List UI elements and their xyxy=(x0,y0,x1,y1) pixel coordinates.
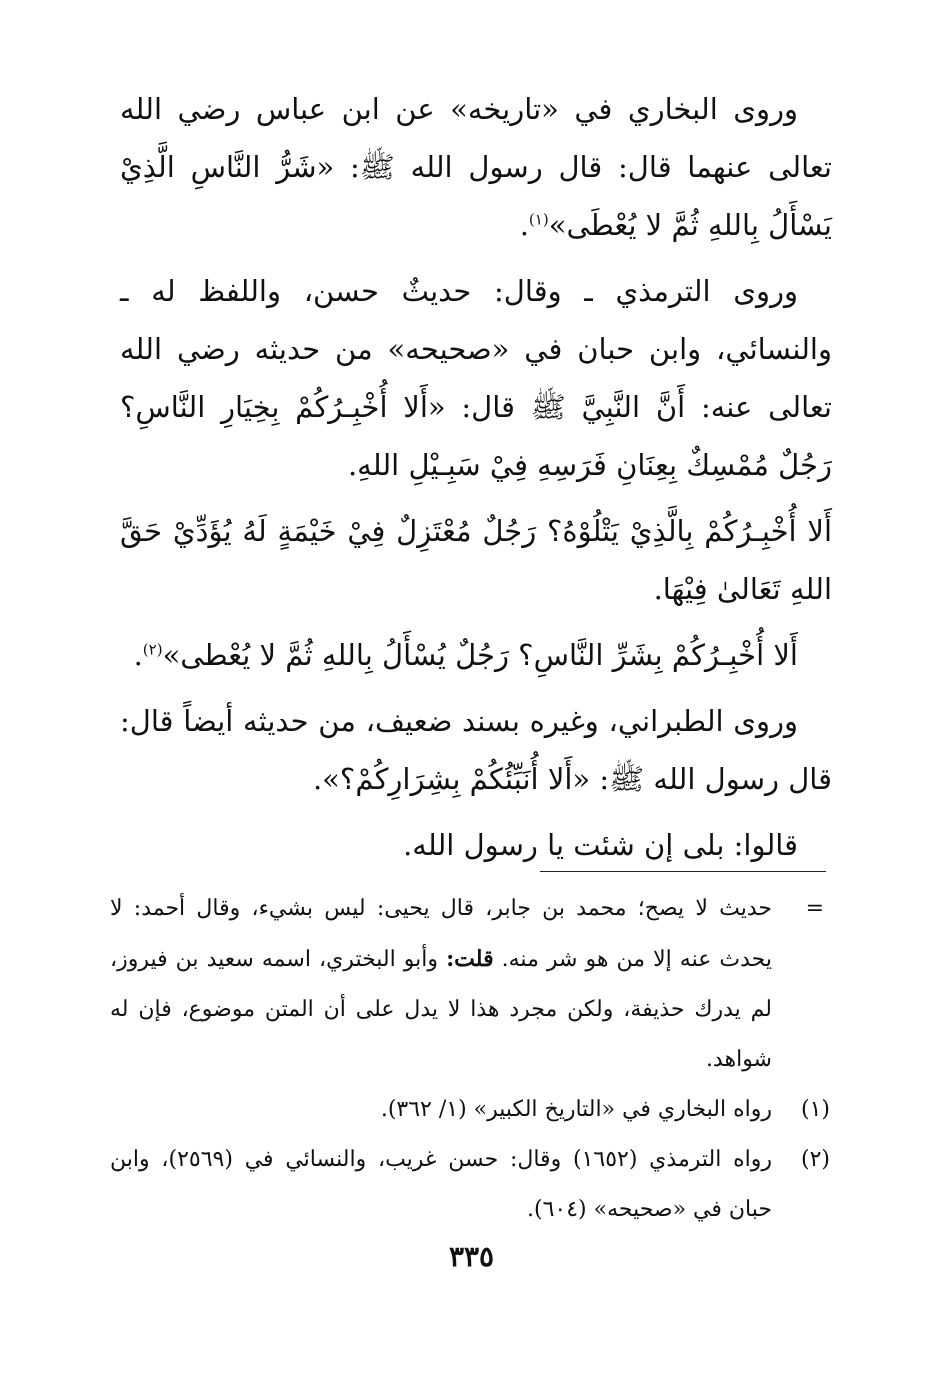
footnotes xyxy=(110,884,830,1235)
qult-label: قلت: xyxy=(446,946,494,972)
footnote-continuation xyxy=(110,884,830,1085)
footnote-number: (٢) xyxy=(800,1147,830,1172)
paragraph-tabarani: وروى الطبراني، وغيره بسند ضعيف، من حديثه أيضاً قال: قال رسول الله ﷺ: «أَلا أُنَبِّئُكُمْ بِشِرَارِكُمْ؟». xyxy=(120,704,832,796)
footnote-2 xyxy=(110,1135,830,1235)
footnote-text: رواه الترمذي (١٦٥٢) وقال: حسن غريب، والنسائي في (٢٥٦٩)، وابن حبان في «صحيحه» (٦٠٤). xyxy=(110,1147,772,1222)
continuation-text: حديث لا يصح؛ محمد بن جابر، قال يحيى: ليس بشيء، وقال أحمد: لا يحدث عنه إلا من هو شر منه. xyxy=(110,896,772,972)
footnote-text: رواه البخاري في «التاريخ الكبير» (١/ ٣٦٢). xyxy=(380,1097,772,1122)
footnote-ref-1[interactable]: (١) xyxy=(528,210,549,229)
page-number: ٣٣٥ xyxy=(448,1240,495,1273)
qult-text: وأبو البختري، اسمه سعيد بن فيروز، لم يدرك حذيفة، ولكن مجرد هذا لا يدل على أن المتن موضوع، فإن له شواهد. xyxy=(110,947,772,1072)
paragraph-bukhari: وروى البخاري في «تاريخه» عن ابن عباس رضي الله تعالى عنهما قال: قال رسول الله ﷺ: «شَرُّ النَّاسِ الَّذِيْ يَسْأَلُ بِاللهِ ثُمَّ لا يُعْطَى»$^{(١)}$. xyxy=(120,92,832,242)
footnote-number: (١) xyxy=(800,1097,830,1122)
footnote-separator xyxy=(540,871,826,872)
paragraph-qalu: قالوا: بلى إن شئت يا رسول الله. xyxy=(403,828,798,862)
continuation-marker: = xyxy=(805,896,824,921)
main-text xyxy=(120,80,832,882)
footnote-1 xyxy=(110,1085,830,1135)
paragraph-hadith-third: أَلا أُخْبِـرُكُمْ بِشَرِّ النَّاسِ؟ رَجُلٌ يُسْأَلُ بِاللهِ ثُمَّ لا يُعْطى»$^{(٢)}$. xyxy=(133,638,798,672)
footnote-ref-2[interactable]: (٢) xyxy=(142,640,163,659)
paragraph-tirmidhi: وروى الترمذي ـ وقال: حديثٌ حسن، واللفظ له ـ والنسائي، وابن حبان في «صحيحه» من حديثه رضي الله تعالى عنه: أَنَّ النَّبِيَّ ﷺ قال: «أَلا أُخْبِـرُكُمْ بِخِيَارِ النَّاسِ؟ رَجُلٌ مُمْسِكٌ بِعِنَانِ فَرَسِهِ فِيْ سَبِـيْلِ اللهِ. xyxy=(120,274,832,482)
paragraph-hadith-second: أَلا أُخْبِـرُكُمْ بِالَّذِيْ يَتْلُوْهُ؟ رَجُلٌ مُعْتَزِلٌ فِيْ خَيْمَةٍ لَهُ يُؤَدِّيْ حَقَّ اللهِ تَعَالىٰ فِيْهَا. xyxy=(120,514,832,606)
